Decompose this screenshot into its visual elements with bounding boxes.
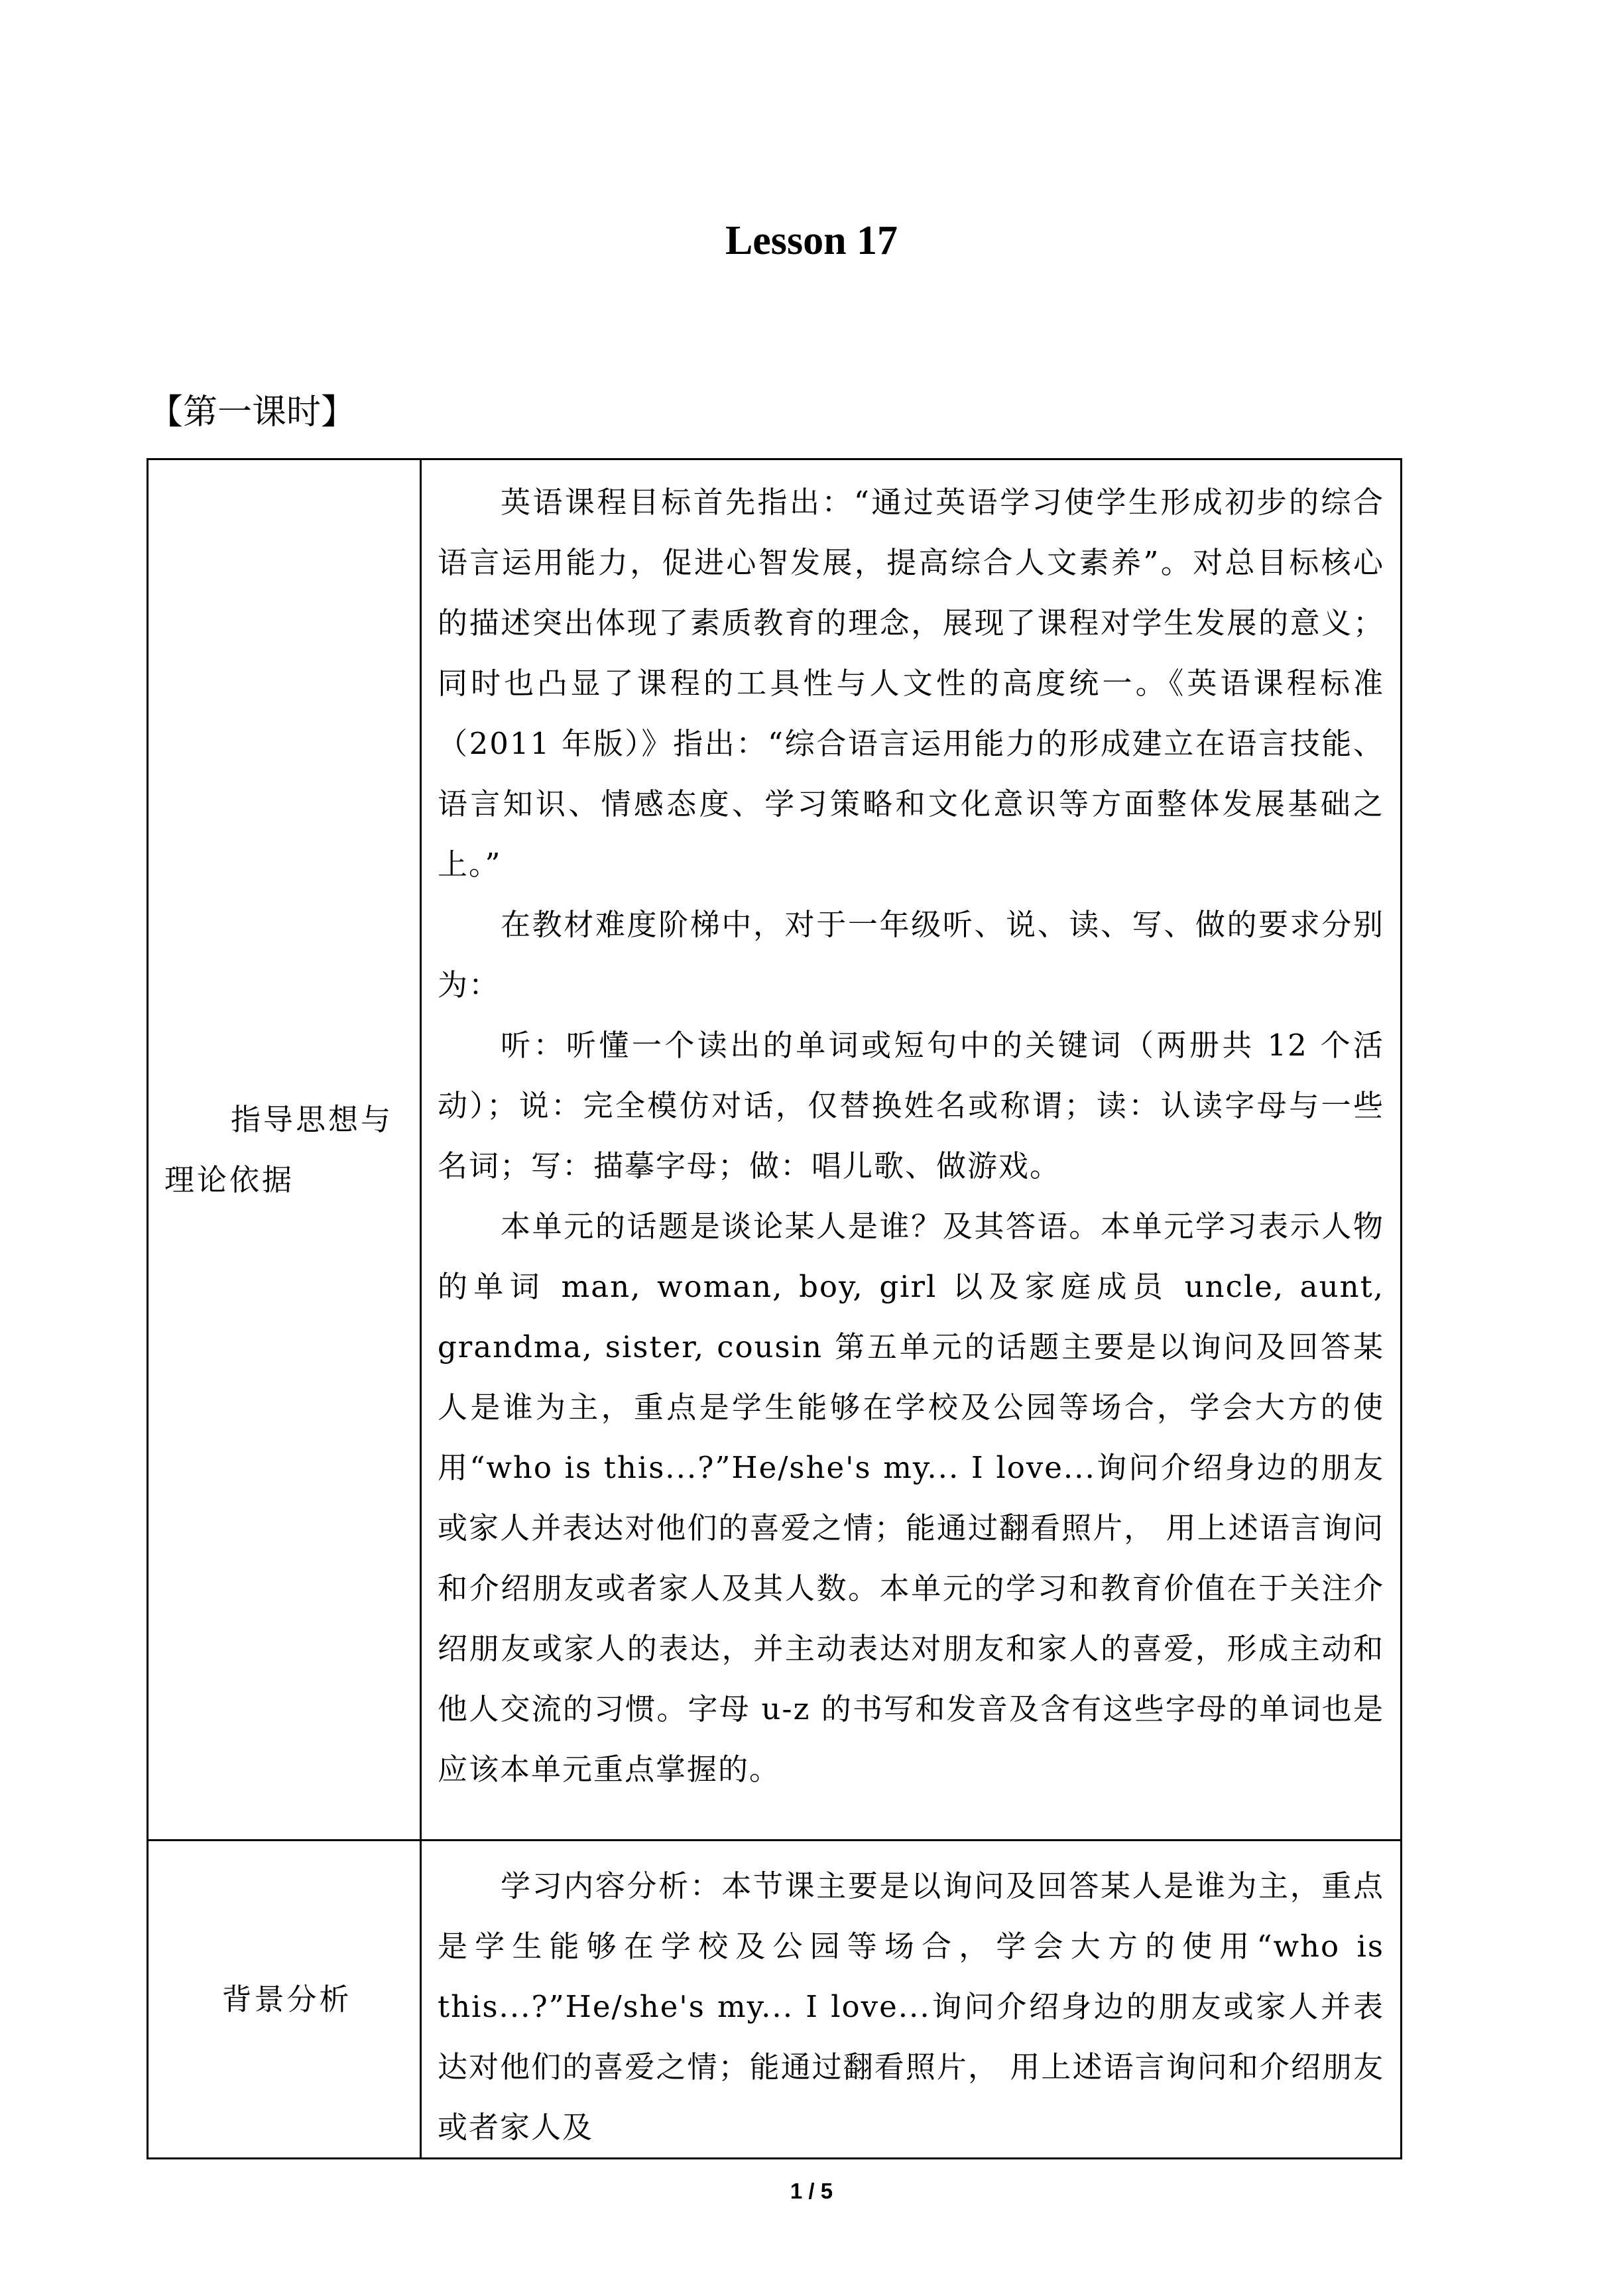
row-content-cell <box>421 1841 1402 2159</box>
row-label-line: 指导思想与 <box>231 1102 394 1137</box>
row-content-cell <box>421 459 1402 1841</box>
table-row <box>148 459 1402 1841</box>
row-content <box>422 1841 1400 2157</box>
content-paragraph: 学习内容分析：本节课主要是以询问及回答某人是谁为主，重点是学生能够在学校及公园等场合，学会大方的使用“who is this...?”He/she's my... I love...询问介绍身边的朋友或家人并表达对他们的喜爱之情；能通过翻看照片， 用上述语言询问和介绍朋友或者家人及 <box>438 1868 1384 2145</box>
content-paragraph: 英语课程目标首先指出：“通过英语学习使学生形成初步的综合语言运用能力，促进心智发展，提高综合人文素养”。对总目标核心的描述突出体现了素质教育的理念，展现了课程对学生发展的意义；同时也凸显了课程的工具性与人文性的高度统一。《英语课程标准（2011 年版）》指出：“综合语言运用能力的形成建立在语言技能、语言知识、情感态度、学习策略和文化意识等方面整体发展基础之上。” <box>438 485 1384 882</box>
table-row <box>148 1841 1402 2159</box>
row-label-cell <box>148 459 421 1841</box>
page-number: 1 / 5 <box>790 2179 833 2203</box>
content-paragraph: 在教材难度阶梯中，对于一年级听、说、读、写、做的要求分别为： <box>438 907 1384 1002</box>
row-content <box>422 460 1400 1839</box>
document-title: Lesson 17 <box>725 218 898 263</box>
lesson-plan-table <box>147 458 1402 2159</box>
row-label: 背景分析 <box>221 1982 352 2017</box>
row-label-cell <box>148 1841 421 2159</box>
content-paragraph: 听：听懂一个读出的单词或短句中的关键词（两册共 12 个活动）；说：完全模仿对话，仅替换姓名或称谓；读：认读字母与一些名词；写：描摹字母；做：唱儿歌、做游戏。 <box>438 1028 1384 1183</box>
content-paragraph: 本单元的话题是谈论某人是谁？及其答语。本单元学习表示人物的单词 man, woman, boy, girl 以及家庭成员 uncle, aunt, grandma, sister, cousin 第五单元的话题主要是以询问及回答某人是谁为主，重点是学生能够在学校及公园等场合，学会大方的使用“who is this...?”He/she's my... I love...询问介绍身边的朋友或家人并表达对他们的喜爱之情；能通过翻看照片， 用上述语言询问和介绍朋友或者家人及其人数。本单元的学习和教育价值在于关注介绍朋友或家人的表达，并主动表达对朋友和家人的喜爱，形成主动和他人交流的习惯。字母 u-z 的书写和发音及含有这些字母的单词也是应该本单元重点掌握的。 <box>438 1209 1384 1787</box>
section-heading: 【第一课时】 <box>149 393 356 432</box>
row-label <box>149 1089 420 1210</box>
row-label-line: 理论依据 <box>164 1162 295 1197</box>
